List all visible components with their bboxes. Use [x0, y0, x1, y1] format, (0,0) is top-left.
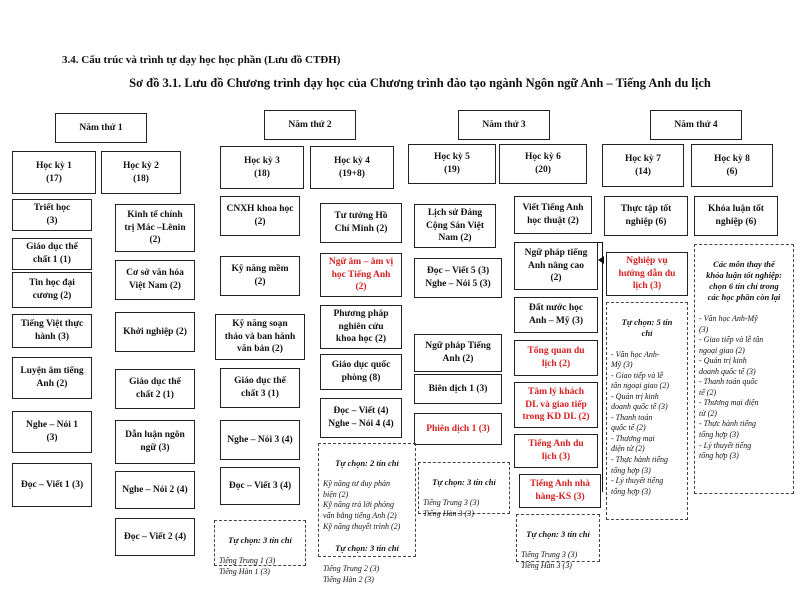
semester-1-box: Học kỳ 1 (17)	[12, 151, 96, 194]
elective-box-hk5	[418, 462, 510, 518]
elective-heading: Tự chọn: 5 tín chỉ	[621, 316, 673, 338]
elective-heading: Tự chọn: 3 tín chỉ	[526, 528, 590, 539]
course-box: Đọc – Viết 1 (3)	[12, 463, 92, 507]
elective-box-hk6	[516, 514, 600, 570]
course-box: Phiên dịch 1 (3)	[414, 413, 502, 445]
course-box: Nghe – Nói 1 (3)	[12, 411, 92, 453]
semester-2-box: Học kỳ 2 (18)	[101, 151, 181, 194]
course-box: Tổng quan du lịch (2)	[514, 340, 598, 376]
semester-4-box: Học kỳ 4 (19+8)	[310, 146, 394, 189]
course-box: Tiếng Anh du lịch (3)	[514, 434, 598, 468]
course-box: Giáo dục thể chất 2 (1)	[115, 369, 195, 409]
elective-list: Tiếng Trung 2 (3) Tiếng Hàn 2 (3)	[323, 564, 380, 584]
course-box: Kỹ năng mềm (2)	[220, 256, 300, 296]
semester-3-box: Học kỳ 3 (18)	[220, 146, 304, 189]
course-box: Giáo dục quốc phòng (8)	[320, 354, 402, 390]
semester-7-box: Học kỳ 7 (14)	[602, 144, 684, 187]
course-box: Giáo dục thể chất 3 (1)	[220, 368, 300, 408]
course-box: Dẫn luận ngôn ngữ (3)	[115, 420, 195, 464]
course-box: Tiếng Anh nhà hàng-KS (3)	[519, 474, 601, 508]
course-box: Khởi nghiệp (2)	[115, 312, 195, 352]
year-4-box: Năm thứ 4	[650, 110, 742, 140]
course-box: Đọc – Viết (4) Nghe – Nói 4 (4)	[320, 398, 402, 438]
course-box: Thực tập tốt nghiệp (6)	[604, 196, 688, 236]
course-box: Luyện âm tiếng Anh (2)	[12, 357, 92, 399]
elective-box-hk3	[214, 520, 306, 576]
diagram-title: Sơ đồ 3.1. Lưu đồ Chương trình dạy học của Chương trình đào tạo ngành Ngôn ngữ Anh – Tiếng Anh du lịch	[129, 76, 711, 90]
course-box: Tin học đại cương (2)	[12, 272, 92, 308]
course-box: Lịch sử Đảng Cộng Sản Việt Nam (2)	[414, 204, 496, 248]
course-box: Tiếng Việt thực hành (3)	[12, 314, 92, 348]
arrow-icon	[598, 256, 604, 264]
semester-8-box: Học kỳ 8 (6)	[691, 144, 773, 187]
elective-heading: Tự chọn: 2 tín chỉ	[335, 457, 399, 468]
elective-list: - Văn học Anh- Mỹ (3) - Giao tiếp và lễ tân ngoại giao (2) - Quản trị kinh doanh quốc tế (3) - Thanh toán quốc tế (2) - Thương mại điện tử (2) - Thực hành tiếng tổng hợp (3) - Lý thuyết tiếng tổng hợp (3)	[611, 349, 669, 496]
elective-heading: Tự chọn: 3 tín chỉ	[335, 542, 399, 553]
course-box: Nghe – Nói 3 (4)	[220, 420, 300, 460]
course-box: Khóa luận tốt nghiệp (6)	[694, 196, 778, 236]
course-box: Ngữ pháp tiếng Anh nâng cao (2)	[514, 242, 598, 290]
elective-list: Tiếng Trung 1 (3) Tiếng Hàn 1 (3)	[219, 556, 276, 576]
elective-list: - Văn học Anh-Mỹ (3) - Giao tiếp và lễ tân ngoại giao (2) - Quản trị kinh doanh quốc tế (3) - Thanh toán quốc tế (2) - Thương mại điện tử (2) - Thực hành tiếng tổng hợp (3) - Lý thuyết tiếng tổng hợp (3)	[699, 313, 764, 461]
course-box: Ngữ pháp Tiếng Anh (2)	[414, 334, 502, 372]
year-1-box: Năm thứ 1	[55, 113, 147, 143]
elective-box-hk4	[318, 443, 416, 584]
year-2-box: Năm thứ 2	[264, 110, 356, 140]
course-box: Biên dịch 1 (3)	[414, 374, 502, 404]
course-box: Nghe – Nói 2 (4)	[115, 471, 195, 509]
elective-box-hk7	[606, 302, 688, 520]
course-box: Ngữ âm – âm vị học Tiếng Anh (2)	[320, 253, 402, 297]
course-box: Đọc – Viết 5 (3) Nghe – Nói 5 (3)	[414, 258, 502, 298]
course-box: Giáo dục thể chất 1 (1)	[12, 238, 92, 270]
elective-heading: Tự chọn: 3 tín chỉ	[228, 534, 292, 545]
elective-list: Tiếng Trung 3 (3) Tiếng Hàn 3 (3)	[423, 498, 480, 518]
connector-line	[598, 242, 602, 243]
elective-list: Kỹ năng tư duy phản biện (2) Kỹ năng trả lời phỏng vấn bằng tiếng Anh (2) Kỹ năng thuyết trình (2)	[323, 479, 401, 531]
course-box: Viết Tiếng Anh học thuật (2)	[514, 196, 592, 234]
course-box: Đọc – Viết 3 (4)	[220, 467, 300, 505]
course-box: Tâm lý khách DL và giao tiếp trong KD DL (2)	[514, 382, 598, 428]
course-box: Kỹ năng soạn thảo và ban hành văn bản (2)	[215, 314, 305, 360]
elective-heading: Các môn thay thế khóa luận tốt nghiệp: chọn 6 tín chỉ trong các học phần còn lại	[706, 258, 782, 303]
semester-5-box: Học kỳ 5 (19)	[408, 144, 496, 184]
semester-6-box: Học kỳ 6 (20)	[499, 144, 587, 184]
course-box: Triết học (3)	[12, 199, 92, 231]
course-box: Đọc – Viết 2 (4)	[115, 518, 195, 556]
elective-box-hk8	[694, 244, 794, 494]
course-box: Nghiệp vụ hướng dẫn du lịch (3)	[606, 252, 688, 296]
connector-line	[602, 242, 603, 492]
elective-list: Tiếng Trung 3 (3) Tiếng Hàn 3 (3)	[521, 550, 578, 570]
section-heading: 3.4. Cấu trúc và trình tự dạy học học phần (Lưu đồ CTĐH)	[62, 54, 341, 66]
course-box: Tư tưởng Hồ Chí Minh (2)	[320, 203, 402, 243]
year-3-box: Năm thứ 3	[458, 110, 550, 140]
course-box: Cơ sở văn hóa Việt Nam (2)	[115, 260, 195, 300]
course-box: Đất nước học Anh – Mỹ (3)	[514, 297, 598, 333]
course-box: Kinh tế chính trị Mác –Lênin (2)	[115, 204, 195, 252]
course-box: Phương pháp nghiên cứu khoa học (2)	[320, 305, 402, 349]
course-box: CNXH khoa học (2)	[220, 196, 300, 236]
elective-heading: Tự chọn: 3 tín chỉ	[432, 476, 496, 487]
